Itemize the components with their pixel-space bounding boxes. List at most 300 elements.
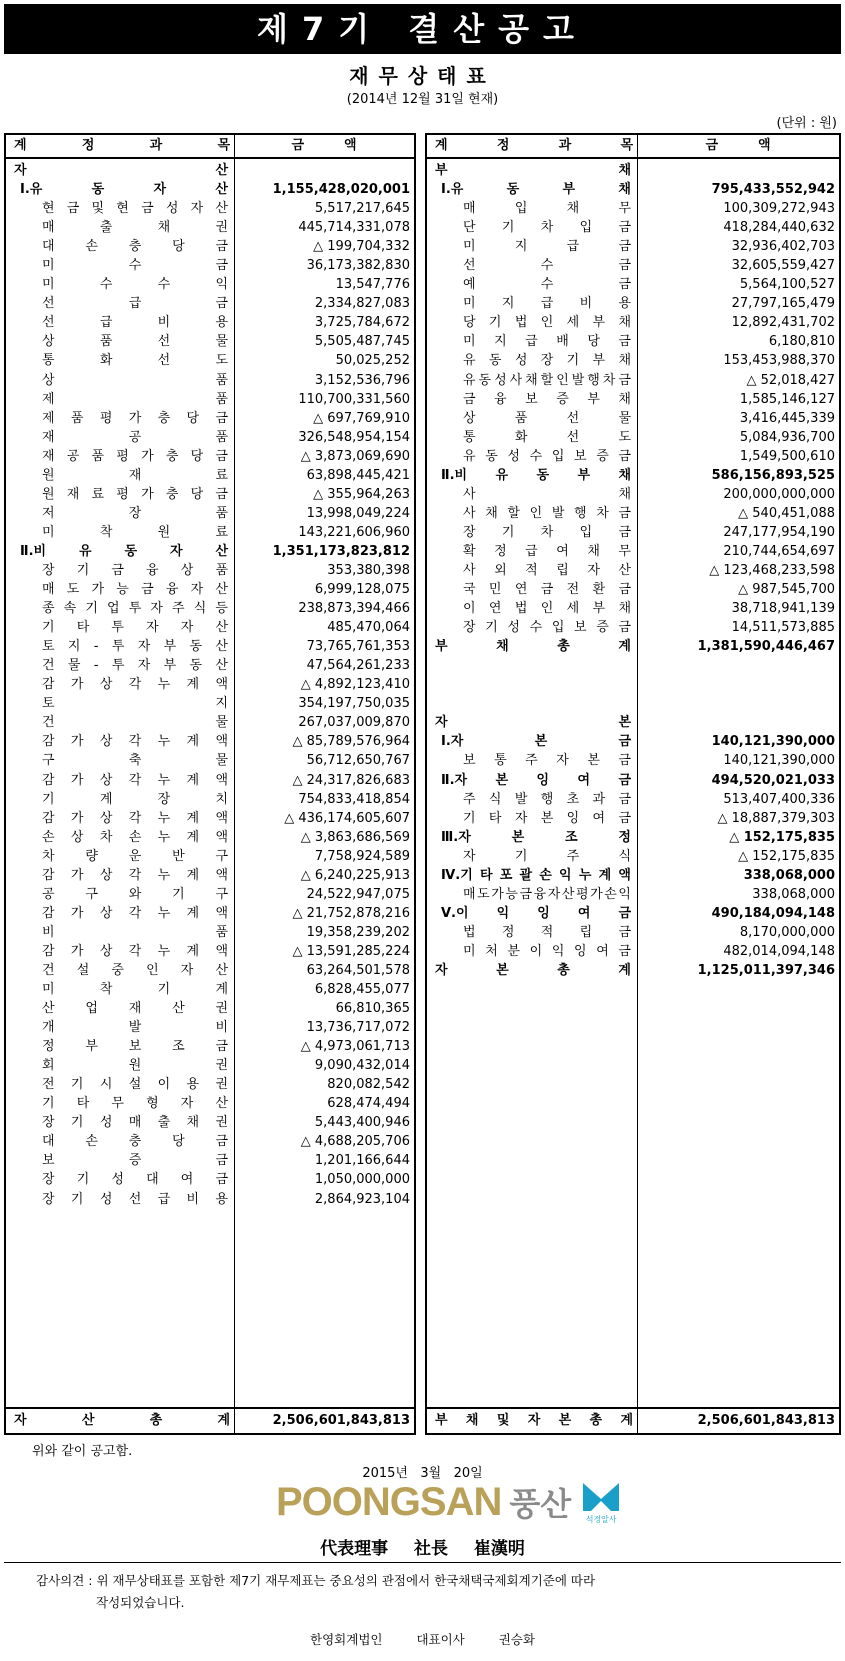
table-row xyxy=(427,599,839,618)
table-row xyxy=(6,694,414,713)
account-amount xyxy=(637,656,839,675)
account-amount: 24,522,947,075 xyxy=(306,886,410,902)
account-amount: 418,284,440,632 xyxy=(723,220,835,236)
account-label: 미 지 급 배 당 금 xyxy=(463,334,631,350)
table-row xyxy=(427,713,839,732)
table-row xyxy=(427,504,839,523)
table-row xyxy=(6,637,414,656)
table-header xyxy=(6,135,414,159)
account-amount: 5,443,400,946 xyxy=(314,1115,410,1131)
account-label: 단 기 차 입 금 xyxy=(463,220,631,236)
account-amount: 1,050,000,000 xyxy=(314,1172,410,1188)
table-row xyxy=(427,237,839,256)
amount-header: 금액 xyxy=(291,138,397,153)
table-row xyxy=(6,561,414,580)
table-row xyxy=(427,790,839,809)
unit-label: (단위 : 원) xyxy=(776,116,837,131)
table-row xyxy=(427,866,839,885)
total-label: 자 산 총 계 xyxy=(14,1413,230,1428)
account-amount: 5,505,487,745 xyxy=(314,334,410,350)
account-amount: 66,810,365 xyxy=(335,1001,410,1017)
table-row xyxy=(427,180,839,199)
account-amount: 19,358,239,202 xyxy=(306,924,410,940)
table-row xyxy=(6,256,414,275)
account-amount: 140,121,390,000 xyxy=(723,753,835,769)
account-amount: 6,828,455,077 xyxy=(314,982,410,998)
account-label: 확 정 급 여 채 무 xyxy=(463,543,631,559)
account-amount: 1,155,428,020,001 xyxy=(272,182,410,198)
account-label: 기 타 자 본 잉 여 금 xyxy=(463,810,631,826)
table-row xyxy=(6,1018,414,1037)
account-label: 대 손 충 당 금 xyxy=(42,1134,228,1150)
account-amount: 1,125,011,397,346 xyxy=(697,962,835,978)
account-amount: △ 4,892,123,410 xyxy=(300,677,410,693)
account-amount: △ 24,317,826,683 xyxy=(292,772,410,788)
account-amount: 56,712,650,767 xyxy=(306,753,410,769)
account-label: 국 민 연 금 전 환 금 xyxy=(463,582,631,598)
table-row xyxy=(6,447,414,466)
account-label: 상 품 xyxy=(42,372,228,388)
account-amount: 73,765,761,353 xyxy=(306,639,410,655)
table-row xyxy=(6,980,414,999)
account-amount: 353,380,398 xyxy=(327,562,410,578)
table-row xyxy=(427,675,839,694)
total-amount: 2,506,601,843,813 xyxy=(697,1413,835,1428)
table-row xyxy=(6,485,414,504)
account-amount: △ 13,591,285,224 xyxy=(292,943,410,959)
account-label: 건 설 중 인 자 산 xyxy=(42,962,228,978)
account-label: Ⅱ.자 본 잉 여 금 xyxy=(441,772,631,788)
account-label: 미 수 금 xyxy=(42,258,228,274)
account-amount: 32,936,402,703 xyxy=(731,239,835,255)
table-row xyxy=(6,847,414,866)
account-label: 미 지 급 금 xyxy=(463,239,631,255)
table-row xyxy=(427,409,839,428)
amount-header: 금액 xyxy=(705,138,811,153)
audit-line-2: 작성되었습니다. xyxy=(96,1595,185,1610)
ceo-signature: 代表理事 社長 崔漢明 xyxy=(320,1539,525,1559)
account-label: 개 발 비 xyxy=(42,1020,228,1036)
table-row xyxy=(427,332,839,351)
account-amount: 586,156,893,525 xyxy=(711,467,835,483)
table-row xyxy=(6,828,414,847)
account-label: 미 수 수 익 xyxy=(42,277,228,293)
table-row xyxy=(427,428,839,447)
table-row xyxy=(6,218,414,237)
table-row xyxy=(427,199,839,218)
account-amount: 795,433,552,942 xyxy=(711,182,835,198)
account-label: 비 품 xyxy=(42,924,228,940)
logo-mark-icon xyxy=(579,1481,623,1523)
account-label: 공 구 와 기 구 xyxy=(42,886,228,902)
table-row xyxy=(6,161,414,180)
account-label: 선 급 금 xyxy=(42,296,228,312)
account-label: 장 기 성 매 출 채 권 xyxy=(42,1115,228,1131)
table-row xyxy=(6,790,414,809)
account-label: 기 타 무 형 자 산 xyxy=(42,1096,228,1112)
account-amount: △ 436,174,605,607 xyxy=(284,810,410,826)
account-amount: 2,864,923,104 xyxy=(314,1191,410,1207)
account-amount: 9,090,432,014 xyxy=(314,1058,410,1074)
account-label: 건 물 xyxy=(42,715,228,731)
account-amount: 2,334,827,083 xyxy=(314,296,410,312)
table-row xyxy=(427,294,839,313)
account-amount: 820,082,542 xyxy=(327,1077,410,1093)
account-amount: 63,264,501,578 xyxy=(306,962,410,978)
account-amount: 1,381,590,446,467 xyxy=(697,639,835,655)
account-label: 구 축 물 xyxy=(42,753,228,769)
account-amount: △ 3,863,686,569 xyxy=(300,829,410,845)
account-amount: △ 152,175,835 xyxy=(738,848,835,864)
account-amount: 13,547,776 xyxy=(335,277,410,293)
table-row xyxy=(427,542,839,561)
table-row xyxy=(427,313,839,332)
account-label: 장 기 차 입 금 xyxy=(463,524,631,540)
account-amount: 27,797,165,479 xyxy=(731,296,835,312)
account-amount: 5,564,100,527 xyxy=(739,277,835,293)
account-amount: 754,833,418,854 xyxy=(298,791,410,807)
account-amount xyxy=(234,161,414,180)
account-label: Ⅲ.자 본 조 정 xyxy=(441,829,631,845)
account-label: 선 수 금 xyxy=(463,258,631,274)
account-amount: 110,700,331,560 xyxy=(298,391,410,407)
account-amount: 338,068,000 xyxy=(752,886,835,902)
account-amount: △ 4,973,061,713 xyxy=(300,1039,410,1055)
table-row xyxy=(6,904,414,923)
account-amount: △ 152,175,835 xyxy=(729,829,835,845)
table-row xyxy=(6,371,414,390)
account-amount: △ 52,018,427 xyxy=(746,372,835,388)
table-row xyxy=(427,828,839,847)
table-row xyxy=(6,732,414,751)
table-row xyxy=(6,1170,414,1189)
account-label: 미 착 원 료 xyxy=(42,524,228,540)
table-row xyxy=(427,637,839,656)
table-row xyxy=(427,923,839,942)
table-row xyxy=(6,1075,414,1094)
table-row xyxy=(6,1190,414,1209)
account-label: 사 채 xyxy=(463,486,631,502)
account-label: 매 도 가 능 금 융 자 산 평 가 손 익 xyxy=(463,886,631,902)
page-title: 제7기 결산공고 xyxy=(4,4,841,54)
account-label: 예 수 금 xyxy=(463,277,631,293)
account-label: Ⅰ.유 동 자 산 xyxy=(20,182,228,198)
account-label: 차 량 운 반 구 xyxy=(42,848,228,864)
account-amount: 7,758,924,589 xyxy=(314,848,410,864)
account-label: 감 가 상 각 누 계 액 xyxy=(42,943,228,959)
company-logo xyxy=(276,1478,623,1526)
account-amount xyxy=(637,675,839,694)
account-label: Ⅱ.비 유 동 자 산 xyxy=(20,543,228,559)
account-label: 매 입 채 무 xyxy=(463,201,631,217)
table-row xyxy=(427,751,839,770)
account-label: 상 품 선 물 xyxy=(463,410,631,426)
account-amount: 32,605,559,427 xyxy=(731,258,835,274)
table-row xyxy=(6,809,414,828)
account-label: 선 급 비 용 xyxy=(42,315,228,331)
account-label: Ⅱ.비 유 동 부 채 xyxy=(441,467,631,483)
account-label: 정 부 보 조 금 xyxy=(42,1039,228,1055)
account-amount: 1,351,173,823,812 xyxy=(272,543,410,559)
publication-date: 2015년 3월 20일 xyxy=(362,1466,483,1481)
account-amount: 247,177,954,190 xyxy=(723,524,835,540)
account-amount: △ 4,688,205,706 xyxy=(300,1134,410,1150)
table-row xyxy=(427,523,839,542)
table-row xyxy=(6,294,414,313)
account-amount: 3,416,445,339 xyxy=(739,410,835,426)
account-amount: △ 987,545,700 xyxy=(738,582,835,598)
table-row xyxy=(6,313,414,332)
table-row xyxy=(6,1094,414,1113)
table-row xyxy=(427,961,839,980)
table-row xyxy=(427,485,839,504)
account-amount: 36,173,382,830 xyxy=(306,258,410,274)
account-amount: 482,014,094,148 xyxy=(723,943,835,959)
table-row xyxy=(6,542,414,561)
logo-english: POONGSAN xyxy=(276,1479,502,1524)
table-row xyxy=(427,466,839,485)
account-label: 감 가 상 각 누 계 액 xyxy=(42,677,228,693)
table-row xyxy=(6,1037,414,1056)
account-label: 통 화 선 도 xyxy=(463,429,631,445)
account-amount: 210,744,654,697 xyxy=(723,543,835,559)
table-row xyxy=(6,504,414,523)
table-row xyxy=(427,390,839,409)
table-row xyxy=(427,351,839,370)
account-label: 장 기 금 융 상 품 xyxy=(42,562,228,578)
account-amount: 326,548,954,154 xyxy=(298,429,410,445)
account-amount: △ 85,789,576,964 xyxy=(292,734,410,750)
table-row xyxy=(427,904,839,923)
account-label: 기 타 투 자 자 산 xyxy=(42,620,228,636)
table-row xyxy=(6,771,414,790)
account-label: 재 공 품 평 가 충 당 금 xyxy=(42,448,228,464)
account-amount: 3,152,536,796 xyxy=(314,372,410,388)
account-label: 자 산 xyxy=(14,163,228,178)
account-label: 사 외 적 립 자 산 xyxy=(463,562,631,578)
account-amount: 100,309,272,943 xyxy=(723,201,835,217)
account-header: 계 정 과 목 xyxy=(14,138,230,153)
account-label: 감 가 상 각 누 계 액 xyxy=(42,810,228,826)
table-header xyxy=(427,135,839,159)
account-amount: 238,873,394,466 xyxy=(298,601,410,617)
table-row xyxy=(427,580,839,599)
logo-korean: 풍산 xyxy=(509,1485,572,1523)
account-amount xyxy=(637,713,839,732)
liabilities-rows xyxy=(427,161,839,980)
account-label: 감 가 상 각 누 계 액 xyxy=(42,867,228,883)
account-amount: 1,201,166,644 xyxy=(314,1153,410,1169)
table-row xyxy=(427,275,839,294)
account-label: 기 계 장 치 xyxy=(42,791,228,807)
account-amount: 140,121,390,000 xyxy=(711,734,835,750)
account-label: 원 재 료 xyxy=(42,467,228,483)
account-amount: 153,453,988,370 xyxy=(723,353,835,369)
account-label: 당 기 법 인 세 부 채 xyxy=(463,315,631,331)
account-label: 장 기 성 대 여 금 xyxy=(42,1172,228,1188)
account-amount: △ 6,240,225,913 xyxy=(300,867,410,883)
table-row xyxy=(427,561,839,580)
account-amount: 338,068,000 xyxy=(743,867,835,883)
table-row xyxy=(6,580,414,599)
account-label: 통 화 선 도 xyxy=(42,353,228,369)
liabilities-equity-table xyxy=(425,133,841,1435)
account-label: 제 품 평 가 충 당 금 xyxy=(42,410,228,426)
account-amount xyxy=(637,161,839,180)
total-amount: 2,506,601,843,813 xyxy=(272,1413,410,1428)
table-row xyxy=(427,218,839,237)
table-row xyxy=(6,713,414,732)
table-row xyxy=(427,885,839,904)
account-amount: 63,898,445,421 xyxy=(306,467,410,483)
account-amount: △ 123,468,233,598 xyxy=(709,562,835,578)
account-label: 미 착 기 계 xyxy=(42,982,228,998)
assets-total-row xyxy=(6,1407,414,1433)
account-amount: 8,170,000,000 xyxy=(739,924,835,940)
notice-note: 위와 같이 공고함. xyxy=(32,1444,133,1459)
account-label: 감 가 상 각 누 계 액 xyxy=(42,734,228,750)
total-label: 부 채 및 자 본 총 계 xyxy=(435,1413,633,1428)
account-label: Ⅳ.기 타 포 괄 손 익 누 계 액 xyxy=(441,867,631,883)
table-row xyxy=(6,656,414,675)
account-label: 상 품 선 물 xyxy=(42,334,228,350)
table-row xyxy=(6,237,414,256)
auditor-signature: 한영회계법인 대표이사 권승화 xyxy=(310,1632,535,1647)
account-amount: 513,407,400,336 xyxy=(723,791,835,807)
table-row xyxy=(427,732,839,751)
account-label: 재 공 품 xyxy=(42,429,228,445)
account-label: 손 상 차 손 누 계 액 xyxy=(42,829,228,845)
table-row xyxy=(6,923,414,942)
account-label: 사 채 할 인 발 행 차 금 xyxy=(463,505,631,521)
account-label: 유 동 성 수 입 보 증 금 xyxy=(463,448,631,464)
account-label: 금 융 보 증 부 채 xyxy=(463,391,631,407)
account-label: 보 증 금 xyxy=(42,1153,228,1169)
account-label: 부 채 xyxy=(435,163,631,178)
account-label: 장 기 성 수 입 보 증 금 xyxy=(463,620,631,636)
account-amount: 3,725,784,672 xyxy=(314,315,410,331)
table-row xyxy=(6,599,414,618)
table-row xyxy=(427,161,839,180)
account-label: 회 원 권 xyxy=(42,1058,228,1074)
table-row xyxy=(427,371,839,390)
account-amount: △ 18,887,379,303 xyxy=(717,810,835,826)
table-row xyxy=(6,1113,414,1132)
table-row xyxy=(6,866,414,885)
account-amount: 354,197,750,035 xyxy=(298,696,410,712)
account-amount: 13,736,717,072 xyxy=(306,1020,410,1036)
table-row xyxy=(6,332,414,351)
account-label: 부 채 총 계 xyxy=(435,639,631,655)
account-amount: △ 3,873,069,690 xyxy=(300,448,410,464)
assets-rows xyxy=(6,161,414,1209)
account-amount: △ 21,752,878,216 xyxy=(292,905,410,921)
account-amount: 38,718,941,139 xyxy=(731,601,835,617)
assets-table xyxy=(4,133,416,1435)
account-label: Ⅰ.유 동 부 채 xyxy=(441,182,631,198)
table-row xyxy=(6,885,414,904)
liabilities-total-row xyxy=(427,1407,839,1433)
account-amount: 490,184,094,148 xyxy=(711,905,835,921)
account-label: 토 지 - 투 자 부 동 산 xyxy=(42,639,228,655)
account-label: 매 출 채 권 xyxy=(42,220,228,236)
table-row xyxy=(427,694,839,713)
table-row xyxy=(6,523,414,542)
table-row xyxy=(6,409,414,428)
table-row xyxy=(6,942,414,961)
logo-mark-label: 석정알사 xyxy=(585,1515,617,1524)
account-amount: △ 697,769,910 xyxy=(313,410,410,426)
account-amount: 485,470,064 xyxy=(327,620,410,636)
account-amount: 5,517,217,645 xyxy=(314,201,410,217)
account-amount: 628,474,494 xyxy=(327,1096,410,1112)
audit-opinion xyxy=(36,1570,826,1614)
account-label: 저 장 품 xyxy=(42,505,228,521)
account-label: 종 속 기 업 투 자 주 식 등 xyxy=(42,601,228,617)
statement-title: 재무상태표 xyxy=(349,64,496,88)
table-row xyxy=(6,1132,414,1151)
account-amount: 267,037,009,870 xyxy=(298,715,410,731)
account-amount: 445,714,331,078 xyxy=(298,220,410,236)
table-row xyxy=(427,256,839,275)
account-label: 원 재 료 평 가 충 당 금 xyxy=(42,486,228,502)
table-row xyxy=(427,618,839,637)
account-amount: 6,999,128,075 xyxy=(314,582,410,598)
account-label: 자 본 총 계 xyxy=(435,962,631,978)
account-label: 자 기 주 식 xyxy=(463,848,631,864)
table-row xyxy=(6,618,414,637)
account-label: 유 동 성 사 채 할 인 발 행 차 금 xyxy=(463,372,631,388)
table-row xyxy=(6,390,414,409)
account-amount xyxy=(637,694,839,713)
statement-date: (2014년 12월 31일 현재) xyxy=(346,92,499,107)
account-label: 건 물 - 투 자 부 동 산 xyxy=(42,658,228,674)
account-label: Ⅴ.이 익 잉 여 금 xyxy=(441,905,631,921)
account-label: 장 기 성 선 급 비 용 xyxy=(42,1191,228,1207)
account-header: 계 정 과 목 xyxy=(435,138,633,153)
account-label: 감 가 상 각 누 계 액 xyxy=(42,905,228,921)
table-row xyxy=(6,1151,414,1170)
table-row xyxy=(6,1056,414,1075)
account-amount: 14,511,573,885 xyxy=(731,620,835,636)
account-label: 법 정 적 립 금 xyxy=(463,924,631,940)
account-label: 산 업 재 산 권 xyxy=(42,1001,228,1017)
account-amount: 143,221,606,960 xyxy=(298,524,410,540)
account-amount: 6,180,810 xyxy=(768,334,835,350)
table-row xyxy=(6,199,414,218)
account-amount: 494,520,021,033 xyxy=(711,772,835,788)
account-amount: 12,892,431,702 xyxy=(731,315,835,331)
table-row xyxy=(6,961,414,980)
account-label: 현 금 및 현 금 성 자 산 xyxy=(42,201,228,217)
table-row xyxy=(427,771,839,790)
account-amount: 47,564,261,233 xyxy=(306,658,410,674)
table-row xyxy=(6,351,414,370)
table-row xyxy=(6,428,414,447)
account-label: 매 도 가 능 금 융 자 산 xyxy=(42,582,228,598)
table-row xyxy=(6,751,414,770)
table-row xyxy=(427,809,839,828)
account-amount: 5,084,936,700 xyxy=(739,429,835,445)
account-label: 자 본 xyxy=(435,715,631,731)
table-row xyxy=(427,447,839,466)
account-label: Ⅰ.자 본 금 xyxy=(441,734,631,750)
account-label: 이 연 법 인 세 부 채 xyxy=(463,601,631,617)
account-label: 대 손 충 당 금 xyxy=(42,239,228,255)
account-amount: 13,998,049,224 xyxy=(306,505,410,521)
account-amount: 1,549,500,610 xyxy=(739,448,835,464)
account-label xyxy=(435,656,631,675)
